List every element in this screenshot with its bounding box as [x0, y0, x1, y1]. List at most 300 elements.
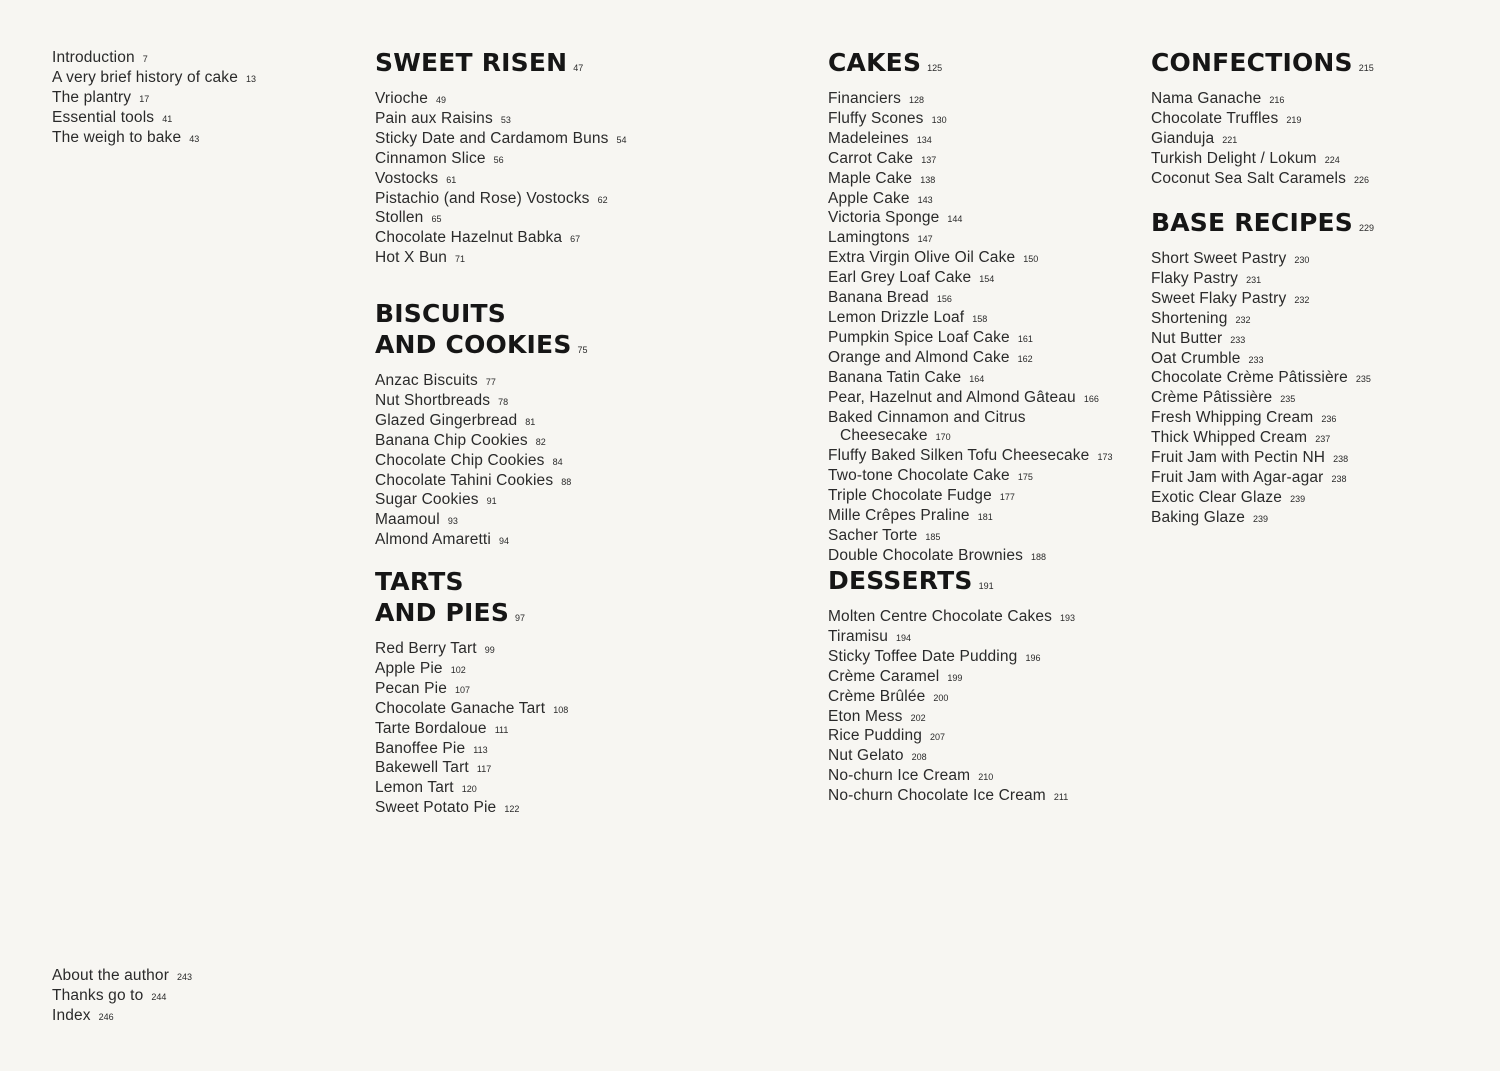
entry-page: 185 [925, 531, 941, 542]
toc-entry[interactable] [375, 412, 795, 432]
toc-entry[interactable] [828, 628, 1138, 648]
entry-page: 200 [933, 692, 949, 703]
toc-entry[interactable] [828, 727, 1138, 747]
section-sweet-risen [375, 47, 795, 269]
entry-title: No-churn Ice Cream [828, 767, 971, 785]
entry-title: Tarte Bordaloue [375, 719, 487, 737]
entry-title: Nut Gelato [828, 747, 904, 765]
entry-title: Cinnamon Slice [375, 149, 486, 167]
heading-page: 125 [927, 63, 943, 73]
toc-entry[interactable] [375, 229, 795, 249]
heading-text: SWEET RISEN [375, 48, 568, 77]
toc-entry[interactable] [1151, 170, 1481, 190]
section-biscuits-and-cookies [375, 298, 795, 551]
toc-entry[interactable] [375, 209, 795, 229]
entry-title: Lemon Drizzle Loaf [828, 308, 965, 326]
toc-entry[interactable] [375, 511, 795, 531]
toc-entry[interactable] [1151, 310, 1481, 330]
entry-page: 113 [473, 744, 488, 755]
heading-text-line1: TARTS [375, 567, 464, 596]
entry-page: 233 [1248, 354, 1264, 365]
entry-title: Essential tools [52, 108, 155, 126]
entry-page: 99 [484, 645, 495, 655]
entry-title: Baked Cinnamon and Citrus [828, 408, 1026, 426]
entry-title: Pain aux Raisins [375, 109, 493, 127]
entry-title: Stollen [375, 209, 424, 227]
toc-entry[interactable] [375, 472, 795, 492]
toc-entry[interactable] [375, 190, 795, 210]
toc-entry[interactable] [828, 269, 1138, 289]
heading-page: 215 [1358, 63, 1374, 73]
entry-title: Sugar Cookies [375, 491, 479, 509]
entry-page: 117 [476, 764, 492, 775]
biscuits-list [375, 372, 795, 551]
entry-page: 207 [930, 732, 946, 743]
entry-page: 13 [245, 73, 256, 84]
entry-page: 221 [1222, 134, 1238, 145]
entry-title: The plantry [52, 88, 132, 106]
toc-entry[interactable] [828, 289, 1138, 309]
entry-title: Chocolate Crème Pâtissière [1151, 369, 1348, 387]
heading-page: 75 [577, 345, 588, 355]
entry-title: Orange and Almond Cake [828, 348, 1010, 366]
entry-page: 232 [1235, 314, 1251, 325]
entry-title: Nama Ganache [1151, 90, 1262, 107]
entry-page: 199 [947, 672, 963, 683]
toc-entry[interactable] [828, 369, 1138, 389]
entry-title: Hot X Bun [375, 249, 448, 267]
toc-entry[interactable] [52, 109, 312, 129]
entry-page: 7 [142, 54, 148, 64]
entry-title: Apple Pie [375, 659, 443, 677]
confections-list [1151, 90, 1481, 190]
toc-entry[interactable] [375, 700, 795, 720]
entry-title: Earl Grey Loaf Cake [828, 269, 972, 287]
toc-entry[interactable] [1151, 429, 1481, 449]
entry-title: Banana Tatin Cake [828, 368, 962, 386]
toc-entry[interactable] [1151, 330, 1481, 350]
entry-title: Sweet Flaky Pastry [1151, 289, 1287, 307]
entry-page: 111 [494, 724, 509, 735]
entry-page: 177 [999, 492, 1015, 503]
toc-entry[interactable] [828, 708, 1138, 728]
toc-entry[interactable] [52, 49, 312, 69]
toc-entry[interactable] [1151, 290, 1481, 310]
entry-page: 231 [1246, 274, 1262, 285]
entry-page: 196 [1025, 652, 1041, 663]
toc-entry[interactable] [828, 209, 1138, 229]
base-recipes-list [1151, 250, 1481, 529]
entry-page: 78 [498, 396, 509, 407]
toc-entry[interactable] [375, 150, 795, 170]
toc-entry[interactable] [828, 767, 1138, 787]
entry-title: Nut Butter [1151, 329, 1223, 347]
entry-title: Fruit Jam with Pectin NH [1151, 449, 1326, 467]
toc-entry[interactable] [828, 447, 1138, 467]
entry-title: Chocolate Truffles [1151, 109, 1279, 127]
entry-page: 235 [1280, 394, 1296, 405]
entry-page: 108 [553, 704, 569, 715]
toc-entry[interactable] [1151, 489, 1481, 509]
entry-page: 202 [910, 712, 926, 723]
entry-page: 237 [1315, 434, 1331, 445]
entry-page: 193 [1060, 613, 1076, 623]
entry-page: 158 [972, 313, 988, 324]
entry-page: 175 [1017, 472, 1033, 483]
toc-entry[interactable] [52, 1007, 312, 1027]
entry-title: Glazed Gingerbread [375, 411, 518, 429]
entry-page: 65 [431, 214, 442, 225]
entry-page: 233 [1230, 334, 1246, 345]
entry-page: 147 [917, 234, 933, 245]
entry-title: Gianduja [1151, 129, 1215, 147]
section-heading[interactable] [375, 47, 795, 84]
toc-entry[interactable] [828, 527, 1138, 547]
entry-title: Chocolate Chip Cookies [375, 451, 545, 469]
entry-page: 150 [1023, 254, 1039, 265]
entry-page: 77 [485, 377, 496, 387]
toc-entry[interactable] [828, 747, 1138, 767]
toc-entry[interactable] [828, 229, 1138, 249]
entry-page: 154 [979, 274, 995, 285]
entry-title-continued: Cheesecake [840, 427, 928, 445]
entry-title: Anzac Biscuits [375, 372, 478, 389]
front-matter [52, 49, 312, 149]
toc-entry[interactable] [1151, 250, 1481, 270]
toc-entry[interactable] [52, 987, 312, 1007]
entry-title: Victoria Sponge [828, 209, 940, 227]
entry-title: Chocolate Hazelnut Babka [375, 229, 563, 247]
toc-entry[interactable] [375, 759, 795, 779]
entry-title: Banana Chip Cookies [375, 431, 528, 449]
section-heading[interactable] [375, 298, 795, 366]
entry-title: A very brief history of cake [52, 68, 238, 86]
toc-entry[interactable] [375, 779, 795, 799]
toc-entry[interactable] [828, 150, 1138, 170]
entry-page: 71 [455, 254, 466, 265]
entry-title: Eton Mess [828, 707, 903, 725]
toc-entry[interactable] [828, 329, 1138, 349]
heading-page: 97 [515, 613, 526, 623]
entry-title: Red Berry Tart [375, 640, 477, 657]
entry-page: 138 [920, 174, 936, 185]
toc-entry[interactable] [375, 660, 795, 680]
entry-title: Rice Pudding [828, 727, 922, 745]
entry-page: 166 [1083, 393, 1099, 404]
toc-entry[interactable] [828, 487, 1138, 507]
toc-entry[interactable] [375, 531, 795, 551]
toc-entry[interactable] [1151, 150, 1481, 170]
entry-page: 230 [1294, 255, 1310, 265]
entry-title: Oat Crumble [1151, 349, 1241, 367]
toc-entry[interactable] [1151, 509, 1481, 529]
entry-page: 224 [1324, 154, 1340, 165]
toc-entry[interactable] [375, 130, 795, 150]
heading-text-line1: BISCUITS [375, 299, 506, 328]
entry-title: Almond Amaretti [375, 531, 491, 549]
entry-title: Pistachio (and Rose) Vostocks [375, 189, 590, 207]
toc-entry[interactable] [52, 69, 312, 89]
toc-entry[interactable] [375, 432, 795, 452]
entry-title: Pumpkin Spice Loaf Cake [828, 328, 1010, 346]
section-cakes [828, 47, 1138, 567]
toc-entry[interactable] [375, 640, 795, 660]
tarts-list [375, 640, 795, 819]
entry-page: 67 [570, 234, 581, 245]
entry-title: Fluffy Scones [828, 109, 924, 127]
section-heading[interactable] [375, 566, 795, 634]
toc-entry[interactable] [828, 608, 1138, 628]
toc-entry[interactable] [375, 452, 795, 472]
entry-page: 122 [504, 804, 520, 815]
entry-page: 120 [461, 784, 477, 795]
entry-page: 53 [500, 114, 511, 125]
entry-title: Molten Centre Chocolate Cakes [828, 608, 1053, 625]
toc-entry[interactable] [375, 90, 795, 110]
entry-page: 188 [1031, 551, 1047, 562]
entry-page: 208 [911, 752, 927, 763]
section-heading[interactable] [828, 47, 1138, 84]
entry-title: Two-tone Chocolate Cake [828, 467, 1010, 485]
entry-title: Madeleines [828, 129, 909, 147]
entry-page: 238 [1331, 473, 1347, 484]
entry-page: 62 [597, 194, 608, 205]
entry-page: 210 [978, 772, 994, 783]
toc-entry[interactable] [828, 110, 1138, 130]
entry-title: Baking Glaze [1151, 508, 1245, 526]
entry-title: Lemon Tart [375, 779, 454, 797]
entry-page: 170 [935, 432, 951, 443]
desserts-list [828, 608, 1138, 807]
cakes-list [828, 90, 1138, 567]
section-heading[interactable] [1151, 47, 1481, 84]
entry-title: Sweet Potato Pie [375, 799, 497, 817]
entry-page: 81 [525, 416, 536, 427]
toc-entry[interactable] [1151, 369, 1481, 389]
section-tarts-and-pies [375, 566, 795, 819]
entry-title: About the author [52, 967, 170, 984]
toc-entry[interactable] [828, 668, 1138, 688]
entry-page: 137 [921, 154, 937, 165]
entry-title: Thanks go to [52, 986, 144, 1004]
back-matter-list [52, 967, 312, 1027]
entry-page: 130 [931, 114, 947, 125]
entry-page: 232 [1294, 294, 1310, 305]
entry-title: Fresh Whipping Cream [1151, 409, 1314, 427]
heading-page: 191 [978, 581, 994, 591]
entry-page: 107 [455, 684, 471, 695]
toc-entry[interactable] [828, 648, 1138, 668]
entry-page: 173 [1097, 452, 1113, 463]
entry-title: Index [52, 1006, 91, 1024]
toc-entry[interactable] [52, 89, 312, 109]
toc-entry[interactable] [375, 799, 795, 819]
entry-page: 49 [436, 95, 447, 105]
entry-page: 94 [498, 536, 509, 547]
toc-entry[interactable] [375, 740, 795, 760]
toc-entry[interactable] [375, 372, 795, 392]
toc-entry[interactable] [52, 129, 312, 149]
entry-page: 181 [977, 512, 993, 523]
toc-entry[interactable] [1151, 389, 1481, 409]
entry-title: Chocolate Ganache Tart [375, 699, 546, 717]
section-heading[interactable] [828, 565, 1138, 602]
heading-text: CONFECTIONS [1151, 48, 1353, 77]
entry-page: 54 [616, 134, 627, 145]
entry-page: 239 [1253, 513, 1269, 524]
toc-entry[interactable] [1151, 130, 1481, 150]
entry-title: Thick Whipped Cream [1151, 429, 1308, 447]
toc-entry[interactable] [1151, 449, 1481, 469]
toc-entry[interactable] [828, 547, 1138, 567]
entry-title: Tiramisu [828, 627, 889, 645]
heading-text-line2: AND COOKIES [375, 330, 572, 359]
entry-title: Shortening [1151, 309, 1228, 327]
entry-title: Short Sweet Pastry [1151, 250, 1287, 267]
entry-title: Sacher Torte [828, 526, 918, 544]
entry-title: Introduction [52, 49, 135, 66]
heading-text: DESSERTS [828, 566, 973, 595]
entry-title: No-churn Chocolate Ice Cream [828, 787, 1046, 805]
entry-page: 91 [486, 496, 497, 507]
entry-page: 128 [909, 95, 925, 105]
entry-title: Pecan Pie [375, 679, 448, 697]
toc-entry[interactable] [828, 787, 1138, 807]
entry-title: Pear, Hazelnut and Almond Gâteau [828, 388, 1076, 406]
toc-entry[interactable] [375, 170, 795, 190]
entry-title: Vostocks [375, 169, 439, 187]
heading-text: CAKES [828, 48, 922, 77]
toc-entry[interactable] [828, 389, 1138, 409]
entry-page: 238 [1333, 454, 1349, 465]
front-matter-list [52, 49, 312, 149]
section-base-recipes [1151, 207, 1481, 529]
toc-entry[interactable] [1151, 350, 1481, 370]
entry-title: Extra Virgin Olive Oil Cake [828, 249, 1016, 267]
toc-entry[interactable] [375, 110, 795, 130]
toc-entry[interactable] [1151, 469, 1481, 489]
toc-entry[interactable] [375, 491, 795, 511]
entry-title: Crème Brûlée [828, 687, 926, 705]
heading-page: 47 [573, 63, 584, 73]
entry-title: Maple Cake [828, 169, 913, 187]
entry-page: 162 [1017, 353, 1033, 364]
entry-page: 41 [162, 113, 173, 124]
entry-title: Double Chocolate Brownies [828, 546, 1024, 564]
heading-text-line2: AND PIES [375, 598, 510, 627]
entry-title: Nut Shortbreads [375, 391, 491, 409]
entry-title: Sticky Date and Cardamom Buns [375, 129, 609, 147]
entry-title: Vrioche [375, 90, 429, 107]
back-matter [52, 967, 312, 1027]
entry-page: 216 [1269, 95, 1285, 105]
entry-title: Coconut Sea Salt Caramels [1151, 169, 1347, 187]
entry-title: Mille Crêpes Praline [828, 507, 970, 525]
entry-page: 239 [1290, 493, 1306, 504]
entry-title: Maamoul [375, 511, 440, 529]
entry-title: Banana Bread [828, 289, 929, 307]
entry-page: 226 [1354, 174, 1370, 185]
entry-page: 84 [552, 456, 563, 467]
toc-entry[interactable] [375, 680, 795, 700]
toc-entry[interactable] [375, 392, 795, 412]
entry-page: 235 [1355, 374, 1371, 385]
entry-title: Turkish Delight / Lokum [1151, 149, 1317, 167]
heading-page: 229 [1358, 223, 1375, 233]
entry-title: Exotic Clear Glaze [1151, 488, 1283, 506]
entry-title: Triple Chocolate Fudge [828, 487, 992, 505]
entry-title: Fluffy Baked Silken Tofu Cheesecake [828, 447, 1090, 465]
section-heading[interactable] [1151, 207, 1481, 244]
entry-page: 219 [1286, 114, 1302, 125]
sweet-risen-list [375, 90, 795, 269]
entry-page: 61 [446, 174, 457, 185]
entry-title: Fruit Jam with Agar-agar [1151, 468, 1324, 486]
toc-entry[interactable] [828, 409, 1138, 448]
entry-page: 93 [447, 516, 458, 527]
toc-entry[interactable] [375, 720, 795, 740]
toc-entry[interactable] [375, 249, 795, 269]
entry-page: 134 [916, 134, 932, 145]
toc-entry[interactable] [828, 170, 1138, 190]
entry-page: 56 [493, 154, 504, 165]
entry-page: 82 [535, 436, 546, 447]
toc-entry[interactable] [828, 249, 1138, 269]
toc-entry[interactable] [52, 967, 312, 987]
entry-page: 17 [139, 93, 150, 104]
entry-title: Chocolate Tahini Cookies [375, 471, 554, 489]
entry-page: 88 [561, 476, 572, 487]
entry-title: The weigh to bake [52, 128, 182, 146]
toc-entry[interactable] [828, 688, 1138, 708]
entry-title: Financiers [828, 90, 901, 107]
entry-title: Bakewell Tart [375, 759, 469, 777]
entry-title: Sticky Toffee Date Pudding [828, 647, 1018, 665]
toc-entry[interactable] [828, 507, 1138, 527]
entry-title: Flaky Pastry [1151, 269, 1239, 287]
entry-title: Lamingtons [828, 229, 910, 247]
entry-page: 164 [969, 373, 985, 384]
toc-entry[interactable] [828, 309, 1138, 329]
toc-entry[interactable] [828, 90, 1138, 110]
toc-entry[interactable] [828, 130, 1138, 150]
section-desserts [828, 565, 1138, 807]
entry-page: 102 [450, 664, 466, 675]
entry-page: 161 [1017, 333, 1033, 344]
toc-entry[interactable] [1151, 409, 1481, 429]
entry-page: 144 [947, 214, 963, 225]
heading-text: BASE RECIPES [1151, 208, 1353, 237]
toc-entry[interactable] [828, 190, 1138, 210]
toc-entry[interactable] [828, 467, 1138, 487]
entry-title: Apple Cake [828, 189, 910, 207]
entry-page: 156 [936, 294, 952, 305]
entry-title: Carrot Cake [828, 149, 914, 167]
toc-entry[interactable] [1151, 270, 1481, 290]
entry-page: 244 [151, 991, 167, 1002]
entry-title: Crème Caramel [828, 667, 940, 685]
section-confections [1151, 47, 1481, 190]
toc-entry[interactable] [1151, 110, 1481, 130]
entry-title: Crème Pâtissière [1151, 389, 1273, 407]
entry-page: 43 [189, 133, 200, 144]
entry-page: 143 [917, 194, 933, 205]
entry-page: 236 [1321, 414, 1337, 425]
toc-entry[interactable] [828, 349, 1138, 369]
toc-entry[interactable] [1151, 90, 1481, 110]
entry-page: 194 [896, 632, 912, 643]
entry-page: 243 [177, 972, 193, 982]
